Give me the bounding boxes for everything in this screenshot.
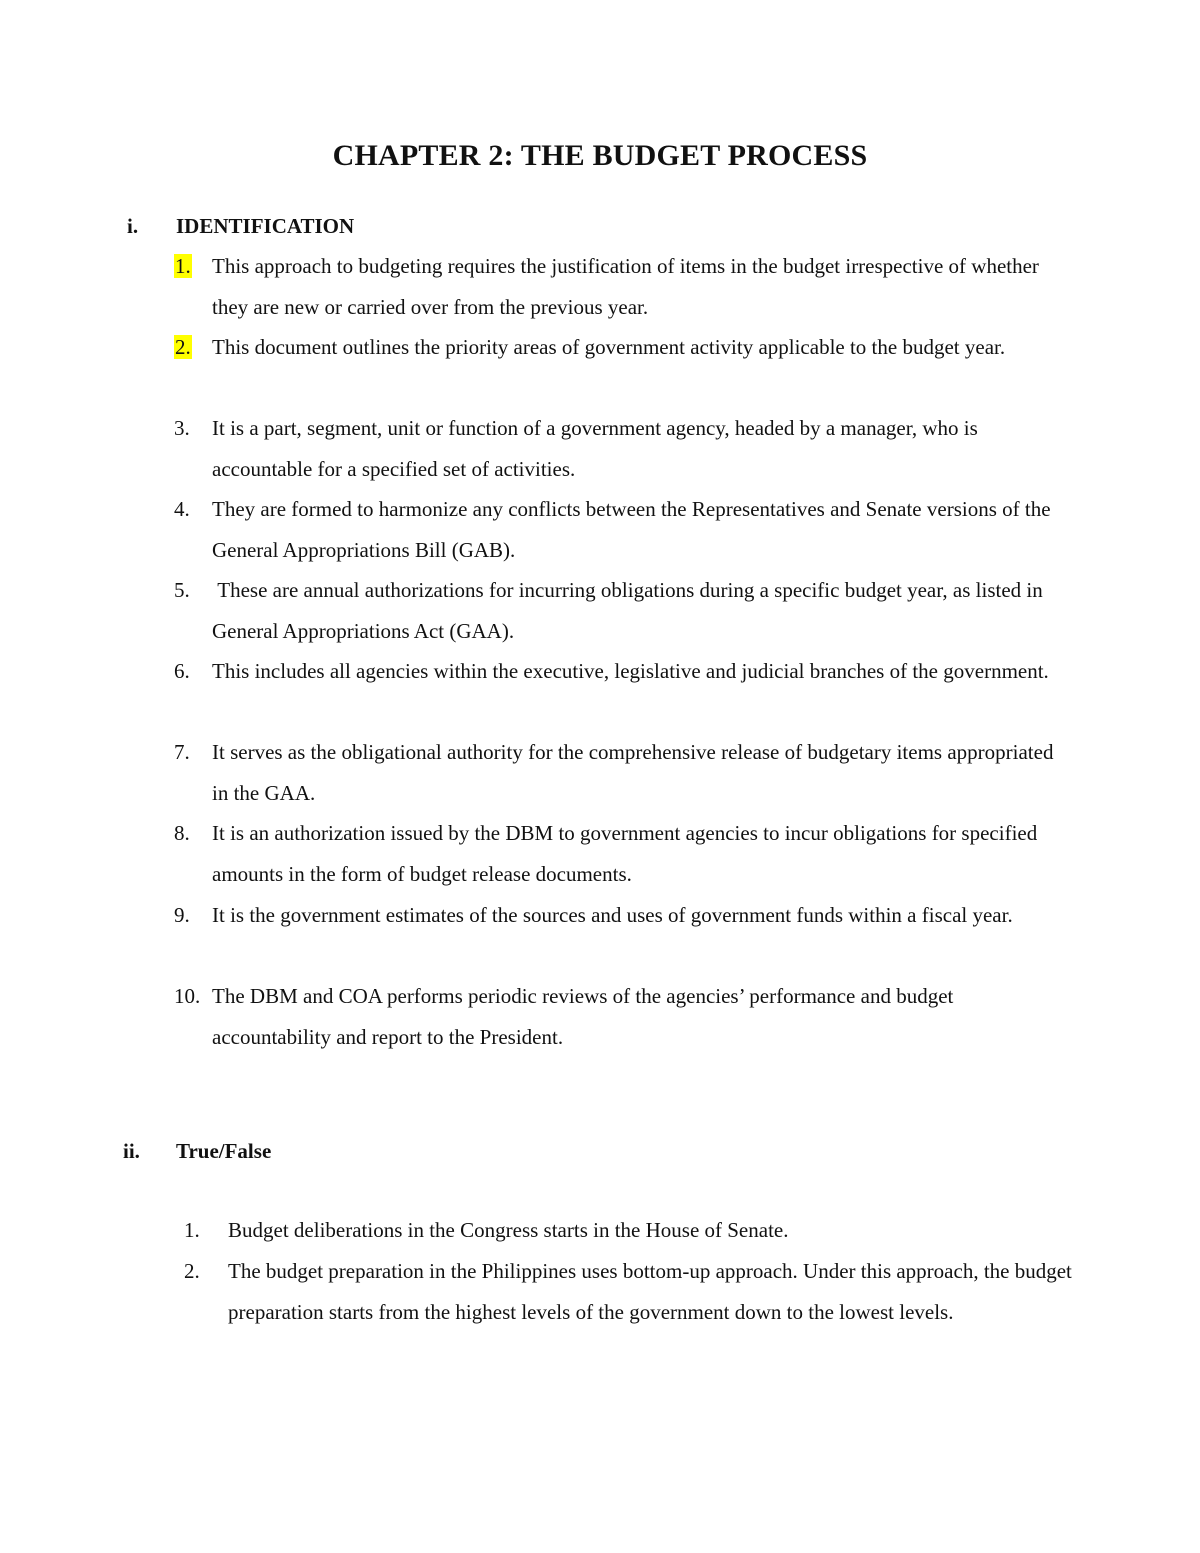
identification-item-9 [174, 895, 1072, 936]
item-number: 3. [174, 416, 190, 440]
item-number: 6. [174, 659, 190, 683]
item-text: Budget deliberations in the Congress starts in the House of Senate. [228, 1218, 789, 1242]
section-heading-identification: IDENTIFICATION [176, 214, 355, 238]
item-number: 1. [184, 1218, 200, 1242]
identification-item-1 [174, 246, 1072, 327]
section-marker-true-false: ii. [123, 1139, 140, 1163]
item-text: It is a part, segment, unit or function of a government agency, headed by a manager, who is accountable for a specified set of activities. [212, 416, 978, 481]
item-number-highlight: 2. [175, 335, 191, 359]
item-text: The DBM and COA performs periodic reviews of the agencies’ performance and budget accountability and report to the President. [212, 984, 954, 1049]
item-number: 5. [174, 578, 190, 602]
item-number: 4. [174, 497, 190, 521]
item-text: It serves as the obligational authority for the comprehensive release of budgetary items appropriated in the GAA. [212, 740, 1054, 805]
item-number: 7. [174, 740, 190, 764]
item-text: This approach to budgeting requires the justification of items in the budget irrespective of whether they are new or carried over from the previous year. [212, 254, 1039, 319]
identification-item-8 [174, 813, 1072, 894]
identification-item-7 [174, 732, 1072, 813]
item-number: 2. [184, 1259, 200, 1283]
item-number: 8. [174, 821, 190, 845]
item-text: These are annual authorizations for incurring obligations during a specific budget year, as listed in General Appropriations Act (GAA). [212, 578, 1048, 643]
item-text: This includes all agencies within the executive, legislative and judicial branches of the government. [212, 659, 1049, 683]
identification-item-6 [174, 651, 1072, 692]
item-number-highlight: 1. [175, 254, 191, 278]
item-number: 9. [174, 903, 190, 927]
item-text: This document outlines the priority areas of government activity applicable to the budget year. [212, 335, 1006, 359]
section-marker-identification: i. [127, 214, 139, 238]
section-heading-true-false: True/False [176, 1139, 272, 1163]
item-text: They are formed to harmonize any conflicts between the Representatives and Senate versions of the General Appropriations Bill (GAB). [212, 497, 1051, 562]
true-false-item-2 [184, 1251, 1078, 1332]
identification-item-2 [174, 327, 1072, 368]
item-number: 10. [174, 984, 201, 1008]
identification-item-3 [174, 408, 1072, 489]
item-text: It is the government estimates of the sources and uses of government funds within a fiscal year. [212, 903, 1013, 927]
identification-item-4 [174, 489, 1072, 570]
identification-item-5 [174, 570, 1072, 651]
identification-item-10 [174, 976, 1072, 1057]
true-false-item-1 [184, 1210, 1078, 1251]
item-text: The budget preparation in the Philippines uses bottom-up approach. Under this approach, the budget preparation starts from the highest levels of the government down to the lowest levels. [228, 1259, 1072, 1324]
page-title: CHAPTER 2: THE BUDGET PROCESS [332, 139, 868, 172]
item-text: It is an authorization issued by the DBM to government agencies to incur obligations for specified amounts in the form of budget release documents. [212, 821, 1038, 886]
